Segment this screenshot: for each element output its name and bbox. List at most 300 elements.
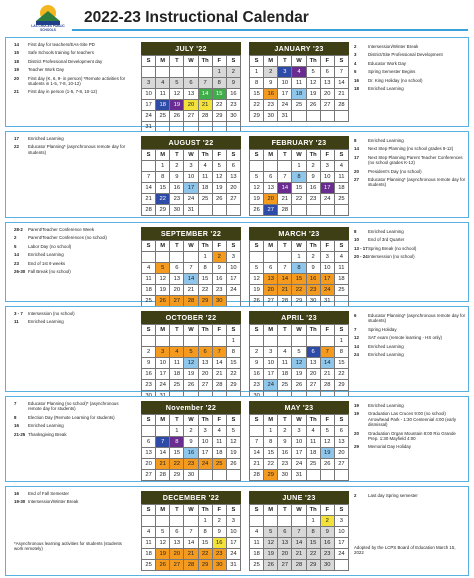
- day-cell: 15: [307, 538, 321, 549]
- day-cell: 16: [307, 183, 321, 194]
- day-cell: 27: [264, 296, 278, 307]
- day-cell: 6: [142, 437, 156, 448]
- day-cell: 25: [278, 380, 292, 391]
- day-cell: 12: [170, 89, 184, 100]
- event-notes: [14, 136, 132, 158]
- day-cell: 14: [199, 89, 213, 100]
- day-cell: 10: [278, 78, 292, 89]
- day-cell: 27: [227, 194, 241, 205]
- event-text: First day (K, 6, 9- in person) *Remote activities for students in 1-5, 7-8, 10-12): [28, 75, 126, 87]
- month-row: [5, 37, 469, 130]
- weekday-header: M: [264, 415, 278, 426]
- title-rule: [72, 29, 468, 31]
- month-grid: [249, 240, 349, 307]
- day-cell: 15: [199, 538, 213, 549]
- day-cell: 26: [156, 296, 170, 307]
- day-cell: 15: [335, 358, 349, 369]
- day-cell: 27: [199, 380, 213, 391]
- day-cell: 7: [184, 263, 198, 274]
- day-cell: 18: [156, 100, 170, 111]
- day-cell: 31: [184, 205, 198, 216]
- day-cell: 14: [250, 448, 264, 459]
- day-cell: 19: [170, 100, 184, 111]
- weekday-header: T: [278, 150, 292, 161]
- event-text: Parent/Teacher Conference Week: [28, 227, 95, 232]
- weekday-header: F: [321, 56, 335, 67]
- day-cell: 19: [156, 285, 170, 296]
- day-cell: 24: [321, 194, 335, 205]
- event-note: [354, 177, 466, 188]
- day-cell: 3: [321, 161, 335, 172]
- day-cell: 26: [213, 194, 227, 205]
- event-text: Enriched Learning: [28, 252, 64, 258]
- event-note: [354, 69, 466, 74]
- day-cell: 4: [250, 527, 264, 538]
- day-cell: 11: [199, 172, 213, 183]
- day-cell: 24: [184, 194, 198, 205]
- day-cell: 17: [184, 183, 198, 194]
- event-date: 29: [354, 444, 359, 450]
- weekday-header: W: [184, 150, 198, 161]
- event-note: [14, 50, 132, 55]
- day-cell: 1: [307, 516, 321, 527]
- day-cell: 9: [307, 172, 321, 183]
- month-calendar: [141, 42, 241, 133]
- weekday-header: T: [278, 505, 292, 516]
- weekday-header: S: [335, 505, 349, 516]
- day-cell: 14: [321, 358, 335, 369]
- weekday-header: W: [184, 56, 198, 67]
- event-text: First day in person (1-5, 7-8, 10-12): [28, 89, 98, 95]
- day-cell: 24: [142, 111, 156, 122]
- event-notes: [354, 229, 466, 263]
- day-cell: 31: [227, 560, 241, 571]
- day-cell: 11: [335, 263, 349, 274]
- weekday-header: S: [335, 325, 349, 336]
- day-cell: 7: [184, 527, 198, 538]
- day-cell: 28: [184, 560, 198, 571]
- event-note: [354, 61, 466, 66]
- day-cell: 4: [156, 78, 170, 89]
- month-calendar: [249, 491, 349, 571]
- empty-cell: [184, 516, 198, 527]
- day-cell: 28: [321, 380, 335, 391]
- event-date: 17: [354, 154, 359, 160]
- day-cell: 19: [156, 549, 170, 560]
- day-cell: 23: [213, 285, 227, 296]
- event-note: [14, 244, 132, 249]
- event-date: 6: [354, 313, 357, 318]
- weekday-header: W: [184, 415, 198, 426]
- event-text: Educator Planning* (asynchronous remote day for students): [28, 144, 126, 155]
- event-notes: [354, 493, 466, 501]
- event-note: [354, 229, 466, 234]
- event-text: Enriched Learning: [28, 319, 64, 325]
- day-cell: 14: [184, 538, 198, 549]
- day-cell: 12: [250, 183, 264, 194]
- day-cell: 11: [250, 538, 264, 549]
- day-cell: 18: [335, 183, 349, 194]
- day-cell: 14: [156, 448, 170, 459]
- footnote: *Asynchronous learning activities for students (students work remotely): [14, 541, 122, 552]
- event-notes: [354, 138, 466, 191]
- weekday-header: Th: [307, 415, 321, 426]
- day-cell: 10: [292, 437, 306, 448]
- event-date: 20 - 24: [354, 254, 368, 260]
- weekday-header: S: [142, 241, 156, 252]
- weekday-header: T: [170, 56, 184, 67]
- day-cell: 3: [335, 516, 349, 527]
- day-cell: 25: [292, 100, 306, 111]
- event-text: Enriched Learning: [368, 403, 404, 408]
- event-date: 5: [354, 69, 357, 75]
- day-cell: 24: [278, 100, 292, 111]
- event-note: [14, 491, 132, 496]
- weekday-header: M: [264, 505, 278, 516]
- month-calendar: [141, 136, 241, 216]
- day-cell: 10: [321, 263, 335, 274]
- day-cell: 8: [199, 263, 213, 274]
- weekday-header: W: [184, 505, 198, 516]
- day-cell: 12: [321, 437, 335, 448]
- day-cell: 13: [335, 437, 349, 448]
- day-cell: 13: [170, 274, 184, 285]
- day-cell: 12: [213, 172, 227, 183]
- empty-cell: [321, 111, 335, 122]
- day-cell: 18: [142, 285, 156, 296]
- day-cell: 26: [264, 560, 278, 571]
- month-title: OCTOBER '22: [141, 311, 241, 324]
- event-date: 16: [14, 491, 19, 496]
- weekday-header: W: [184, 325, 198, 336]
- event-note: [14, 144, 132, 155]
- empty-cell: [227, 470, 241, 481]
- empty-cell: [199, 336, 213, 347]
- day-cell: 15: [250, 89, 264, 100]
- event-text: Spring Semester Begins: [368, 69, 416, 75]
- day-cell: 20: [264, 285, 278, 296]
- day-cell: 29: [307, 560, 321, 571]
- weekday-header: W: [292, 241, 306, 252]
- day-cell: 3: [278, 67, 292, 78]
- day-cell: 18: [307, 448, 321, 459]
- weekday-header: T: [170, 415, 184, 426]
- day-cell: 29: [199, 560, 213, 571]
- weekday-header: W: [292, 505, 306, 516]
- day-cell: 25: [156, 111, 170, 122]
- day-cell: 28: [142, 205, 156, 216]
- day-cell: 2: [227, 67, 241, 78]
- event-date: 18: [354, 86, 359, 92]
- event-text: Intersession (no school): [28, 311, 75, 316]
- day-cell: 12: [156, 538, 170, 549]
- day-cell: 27: [170, 296, 184, 307]
- weekday-header: S: [227, 56, 241, 67]
- day-cell: 5: [156, 263, 170, 274]
- empty-cell: [199, 67, 213, 78]
- day-cell: 17: [227, 274, 241, 285]
- day-cell: 23: [142, 380, 156, 391]
- event-note: [354, 254, 466, 259]
- month-row: [5, 396, 469, 482]
- page-header: [0, 0, 474, 36]
- event-text: Enriched Learning: [368, 86, 404, 92]
- event-date: 21: [14, 89, 19, 95]
- event-note: [354, 344, 466, 349]
- page-title: 2022-23 Instructional Calendar: [84, 9, 309, 26]
- weekday-header: S: [227, 150, 241, 161]
- day-cell: 14: [278, 274, 292, 285]
- day-cell: 26: [307, 100, 321, 111]
- event-date: 4: [354, 60, 357, 66]
- day-cell: 28: [213, 380, 227, 391]
- day-cell: 4: [142, 527, 156, 538]
- event-text: Fall Break (no school): [28, 269, 71, 275]
- empty-cell: [278, 336, 292, 347]
- day-cell: 7: [335, 67, 349, 78]
- weekday-header: T: [170, 241, 184, 252]
- weekday-header: M: [264, 325, 278, 336]
- day-cell: 19: [292, 369, 306, 380]
- day-cell: 25: [250, 560, 264, 571]
- day-cell: 9: [213, 527, 227, 538]
- weekday-header: S: [250, 150, 264, 161]
- day-cell: 23: [213, 549, 227, 560]
- event-note: [354, 237, 466, 242]
- day-cell: 20: [199, 369, 213, 380]
- day-cell: 1: [335, 336, 349, 347]
- empty-cell: [307, 336, 321, 347]
- day-cell: 6: [264, 172, 278, 183]
- event-note: [354, 44, 466, 49]
- empty-cell: [142, 252, 156, 263]
- day-cell: 27: [307, 380, 321, 391]
- event-text: Next Step Planning (no school grades 9-12): [368, 146, 454, 152]
- day-cell: 26: [250, 205, 264, 216]
- day-cell: 2: [213, 516, 227, 527]
- day-cell: 30: [321, 560, 335, 571]
- event-text: End of 3rd Quarter: [368, 237, 405, 243]
- month-title: DECEMBER '22: [141, 491, 241, 504]
- day-cell: 22: [199, 285, 213, 296]
- event-note: [14, 89, 132, 94]
- day-cell: 22: [264, 459, 278, 470]
- day-cell: 29: [264, 470, 278, 481]
- weekday-header: M: [156, 150, 170, 161]
- weekday-header: F: [213, 325, 227, 336]
- weekday-header: S: [227, 505, 241, 516]
- empty-cell: [213, 470, 227, 481]
- day-cell: 7: [321, 347, 335, 358]
- day-cell: 29: [335, 380, 349, 391]
- event-text: Educator Planning* (asynchronous remote day for students): [368, 313, 466, 324]
- weekday-header: S: [142, 415, 156, 426]
- weekday-header: F: [213, 150, 227, 161]
- event-text: Parent/Teacher Conferences (no school): [28, 235, 107, 241]
- day-cell: 15: [292, 183, 306, 194]
- empty-cell: [278, 252, 292, 263]
- day-cell: 1: [199, 252, 213, 263]
- empty-cell: [142, 336, 156, 347]
- day-cell: 5: [250, 172, 264, 183]
- day-cell: 16: [278, 448, 292, 459]
- weekday-header: T: [278, 56, 292, 67]
- event-text: Enriched Learning: [28, 136, 64, 141]
- weekday-header: W: [184, 241, 198, 252]
- weekday-header: M: [156, 325, 170, 336]
- day-cell: 23: [307, 285, 321, 296]
- month-grid: [141, 240, 241, 307]
- day-cell: 31: [142, 122, 156, 133]
- event-text: Enriched Learning: [368, 229, 404, 234]
- day-cell: 28: [184, 296, 198, 307]
- day-cell: 29: [170, 470, 184, 481]
- day-cell: 6: [307, 347, 321, 358]
- month-calendar: [141, 401, 241, 481]
- day-cell: 27: [278, 560, 292, 571]
- day-cell: 5: [250, 263, 264, 274]
- day-cell: 12: [184, 358, 198, 369]
- day-cell: 8: [199, 527, 213, 538]
- event-text: Educator Planning (no school)* (asynchronous remote day for students): [28, 401, 119, 412]
- empty-cell: [292, 516, 306, 527]
- day-cell: 22: [250, 100, 264, 111]
- day-cell: 2: [250, 347, 264, 358]
- day-cell: 3: [321, 252, 335, 263]
- event-note: [354, 335, 466, 340]
- day-cell: 15: [199, 274, 213, 285]
- empty-cell: [335, 111, 349, 122]
- event-text: SAT exam (remote learning - HS only): [368, 335, 443, 341]
- weekday-header: M: [156, 505, 170, 516]
- day-cell: 27: [321, 100, 335, 111]
- day-cell: 25: [213, 459, 227, 470]
- day-cell: 6: [170, 527, 184, 538]
- day-cell: 9: [170, 172, 184, 183]
- event-text: Educator Planning* (asynchronous remote day for students): [368, 177, 466, 188]
- day-cell: 3: [227, 252, 241, 263]
- event-note: [354, 146, 466, 151]
- day-cell: 3: [199, 426, 213, 437]
- day-cell: 9: [307, 263, 321, 274]
- day-cell: 26: [170, 111, 184, 122]
- event-notes: [354, 403, 466, 453]
- weekday-header: Th: [199, 241, 213, 252]
- day-cell: 17: [278, 89, 292, 100]
- day-cell: 4: [213, 426, 227, 437]
- day-cell: 28: [199, 111, 213, 122]
- day-cell: 21: [142, 194, 156, 205]
- event-date: 14: [14, 42, 19, 47]
- month-calendar: [249, 42, 349, 122]
- event-note: [14, 432, 132, 437]
- event-note: [14, 319, 132, 324]
- event-note: [354, 155, 466, 166]
- event-date: 5: [14, 243, 17, 249]
- day-cell: 9: [213, 263, 227, 274]
- weekday-header: S: [335, 150, 349, 161]
- day-cell: 18: [213, 448, 227, 459]
- empty-cell: [307, 205, 321, 216]
- event-date: 10: [354, 237, 359, 243]
- day-cell: 14: [292, 538, 306, 549]
- day-cell: 28: [335, 100, 349, 111]
- day-cell: 20: [142, 459, 156, 470]
- day-cell: 5: [321, 426, 335, 437]
- event-text: District/Site Professional Development: [368, 52, 443, 58]
- event-text: Enriched Learning: [368, 138, 404, 143]
- event-date: 20: [14, 75, 19, 81]
- event-text: Teacher Work Day: [28, 67, 65, 73]
- weekday-header: Th: [307, 56, 321, 67]
- day-cell: 12: [250, 274, 264, 285]
- day-cell: 4: [307, 426, 321, 437]
- event-text: Enriched Learning: [368, 352, 404, 358]
- month-calendar: [249, 311, 349, 402]
- month-grid: [249, 149, 349, 216]
- day-cell: 10: [227, 263, 241, 274]
- empty-cell: [184, 67, 198, 78]
- event-date: 19-30: [14, 499, 26, 505]
- event-date: 18: [14, 58, 19, 64]
- day-cell: 15: [213, 89, 227, 100]
- day-cell: 29: [213, 111, 227, 122]
- day-cell: 18: [335, 274, 349, 285]
- empty-cell: [321, 205, 335, 216]
- event-notes: [354, 44, 466, 94]
- day-cell: 7: [199, 78, 213, 89]
- day-cell: 15: [170, 448, 184, 459]
- weekday-header: S: [227, 325, 241, 336]
- day-cell: 1: [292, 161, 306, 172]
- day-cell: 2: [278, 426, 292, 437]
- day-cell: 19: [184, 369, 198, 380]
- month-title: AUGUST '22: [141, 136, 241, 149]
- day-cell: 2: [184, 426, 198, 437]
- weekday-header: M: [156, 56, 170, 67]
- weekday-header: F: [321, 415, 335, 426]
- day-cell: 10: [184, 172, 198, 183]
- day-cell: 25: [170, 380, 184, 391]
- event-note: [354, 169, 466, 174]
- weekday-header: M: [264, 56, 278, 67]
- day-cell: 25: [335, 285, 349, 296]
- event-note: [14, 401, 132, 412]
- empty-cell: [213, 205, 227, 216]
- empty-cell: [142, 426, 156, 437]
- day-cell: 14: [278, 183, 292, 194]
- event-date: 14: [354, 146, 359, 152]
- event-notes: [14, 401, 132, 440]
- day-cell: 19: [307, 89, 321, 100]
- empty-cell: [250, 336, 264, 347]
- event-text: Safe Schools training for teachers: [28, 50, 94, 56]
- month-grid: [141, 504, 241, 571]
- month-calendar: [249, 401, 349, 481]
- day-cell: 5: [184, 347, 198, 358]
- day-cell: 26: [250, 296, 264, 307]
- empty-cell: [142, 161, 156, 172]
- event-note: [354, 313, 466, 324]
- weekday-header: Th: [307, 150, 321, 161]
- weekday-header: T: [278, 241, 292, 252]
- weekday-header: F: [213, 415, 227, 426]
- event-date: 20: [354, 168, 359, 174]
- day-cell: 27: [170, 560, 184, 571]
- day-cell: 23: [227, 100, 241, 111]
- event-text: Thanksgiving Break: [28, 431, 67, 437]
- day-cell: 15: [264, 448, 278, 459]
